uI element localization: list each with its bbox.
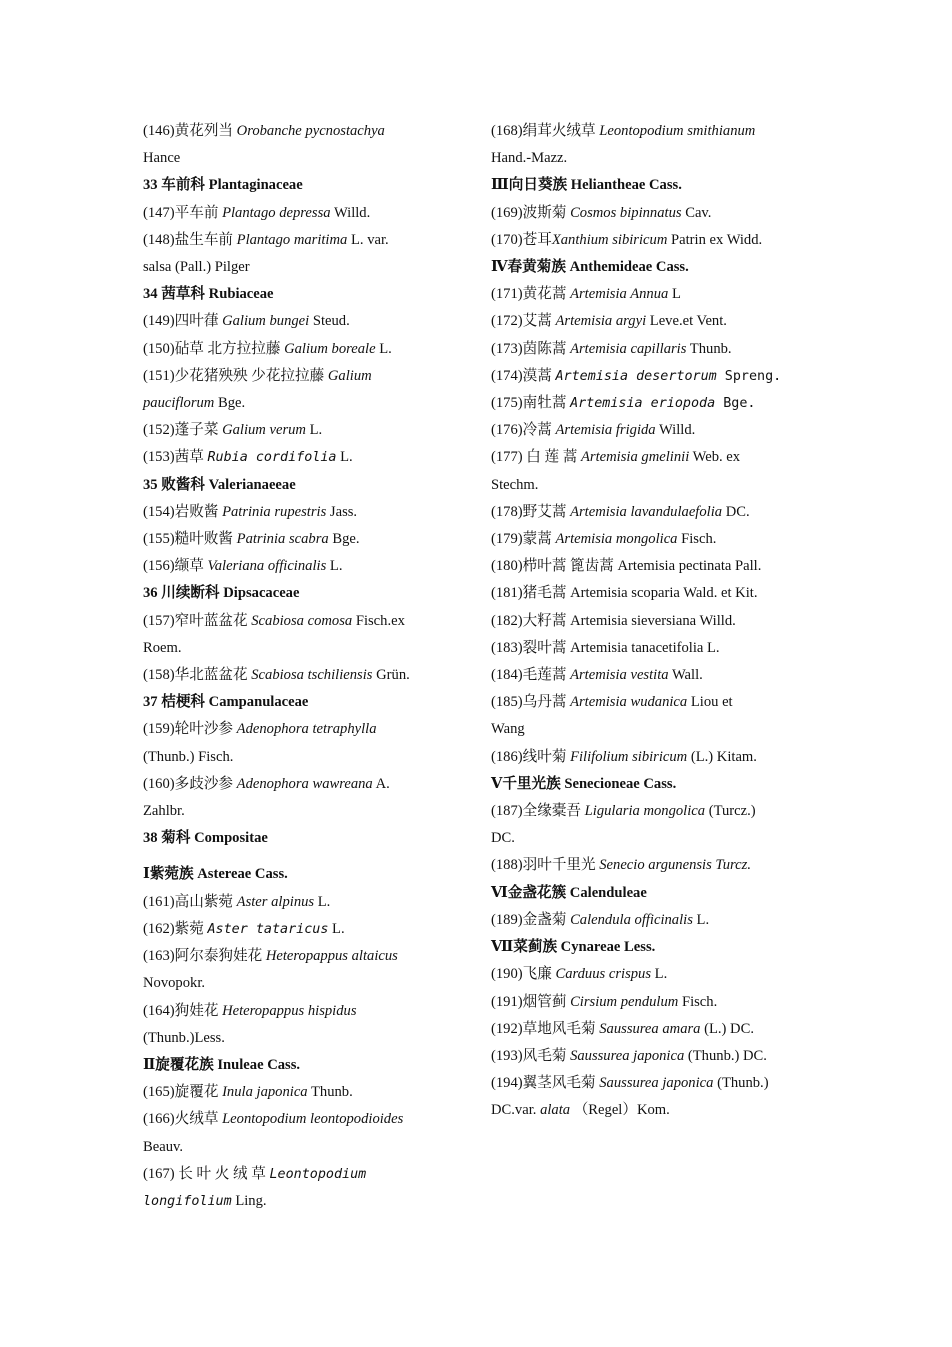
entry-num: (151) bbox=[143, 367, 175, 384]
species-entry bbox=[491, 390, 811, 417]
author-citation: (Turcz.) bbox=[705, 803, 756, 820]
entry-cn: 四叶葎 bbox=[174, 313, 223, 330]
scientific-name: Artemisia tanacetifolia L. bbox=[570, 639, 720, 656]
species-entry bbox=[491, 1070, 811, 1124]
species-entry bbox=[143, 662, 465, 689]
scientific-name: Artemisia Annua bbox=[570, 286, 669, 303]
scientific-name: alata bbox=[540, 1102, 571, 1119]
scientific-name: Rubia cordifolia bbox=[207, 450, 337, 466]
scientific-name: Orobanche pycnostachya bbox=[236, 123, 385, 139]
scientific-name: Artemisia frigida bbox=[555, 422, 656, 439]
author-citation: L. bbox=[692, 911, 710, 928]
entry-num: (182) bbox=[491, 612, 523, 629]
section-heading: 34 茜草科 Rubiaceae bbox=[143, 286, 274, 303]
species-entry bbox=[491, 744, 811, 771]
species-entry bbox=[491, 308, 811, 335]
scientific-name: Galium bungei bbox=[222, 313, 310, 330]
species-entry bbox=[491, 852, 811, 879]
scientific-name: Heteropappus hispidus bbox=[222, 1002, 357, 1019]
entry-cn: 飞廉 bbox=[522, 966, 556, 983]
species-entry bbox=[491, 608, 811, 635]
entry-num: (155) bbox=[143, 531, 175, 548]
entry-cn: 蓬子菜 bbox=[174, 422, 223, 439]
entry-cn: 多歧沙参 bbox=[174, 775, 237, 792]
entry-cn: 紫菀 bbox=[174, 920, 208, 937]
entry-num: (191) bbox=[491, 993, 523, 1010]
species-entry bbox=[491, 989, 811, 1016]
species-entry bbox=[491, 1043, 811, 1070]
author-citation: Wall. bbox=[668, 667, 703, 684]
scientific-name: Leontopodium leontopodioides bbox=[222, 1111, 404, 1128]
species-entry bbox=[491, 200, 811, 227]
species-entry bbox=[491, 526, 811, 553]
species-entry bbox=[143, 1161, 465, 1215]
author-citation: Bge. bbox=[715, 396, 756, 412]
entry-num: (153) bbox=[143, 449, 175, 466]
scientific-name: Xanthium sibiricum bbox=[551, 231, 668, 248]
entry-num: (173) bbox=[491, 340, 523, 357]
entry-num: (152) bbox=[143, 422, 175, 439]
species-entry bbox=[143, 499, 465, 526]
scientific-name: pauciflorum bbox=[143, 395, 215, 412]
author-citation: DC. bbox=[491, 830, 515, 847]
entry-cn: 旋覆花 bbox=[174, 1084, 223, 1101]
species-entry bbox=[143, 444, 465, 471]
author-citation: (Thunb.) bbox=[713, 1075, 769, 1092]
scientific-name: Patrinia scabra bbox=[236, 531, 329, 548]
scientific-name: Galium bbox=[327, 367, 372, 384]
entry-cn: 砧草 北方拉拉藤 bbox=[174, 340, 285, 357]
entry-cn: 阿尔泰狗娃花 bbox=[174, 948, 266, 965]
entry-num: (156) bbox=[143, 558, 175, 575]
author-citation: (L.) DC. bbox=[700, 1020, 754, 1037]
section-heading: Ⅵ金盏花簇 Calenduleae bbox=[491, 884, 647, 901]
author-citation: Willd. bbox=[655, 422, 696, 439]
scientific-name: Cirsium pendulum bbox=[570, 993, 679, 1010]
entry-num: (160) bbox=[143, 775, 175, 792]
author-citation: L. bbox=[305, 422, 323, 439]
entry-cn: 绢茸火绒草 bbox=[522, 123, 600, 139]
scientific-name: Ligularia mongolica bbox=[584, 803, 706, 820]
entry-num: (165) bbox=[143, 1084, 175, 1101]
author-citation: DC.var. bbox=[491, 1102, 541, 1119]
species-entry bbox=[143, 553, 465, 580]
entry-cn: 南牡蒿 bbox=[522, 395, 571, 412]
entry-cn: 轮叶沙参 bbox=[174, 721, 237, 738]
author-citation: L. var. bbox=[347, 231, 389, 248]
species-entry bbox=[491, 553, 811, 580]
author-citation: Fisch.ex bbox=[352, 612, 405, 629]
section-heading: Ⅰ紫菀族 Astereae Cass. bbox=[143, 866, 288, 883]
species-entry bbox=[491, 417, 811, 444]
scientific-name: Artemisia eriopoda bbox=[570, 396, 716, 412]
entry-num: (193) bbox=[491, 1047, 523, 1064]
author-citation: L. bbox=[328, 920, 345, 937]
species-entry bbox=[491, 1016, 811, 1043]
scientific-name: Plantago maritima bbox=[236, 231, 348, 248]
scientific-name: Artemisia lavandulaefolia bbox=[570, 503, 723, 520]
scientific-name: Galium boreale bbox=[284, 340, 376, 357]
entry-cn: 野艾蒿 bbox=[522, 503, 571, 520]
author-citation: Bge. bbox=[214, 395, 246, 412]
author-citation: Cav. bbox=[681, 204, 712, 221]
entry-num: (163) bbox=[143, 948, 175, 965]
author-citation: Grün. bbox=[372, 667, 410, 684]
species-entry bbox=[143, 200, 465, 227]
entry-cn: 裂叶蒿 bbox=[522, 639, 571, 656]
species-entry bbox=[491, 580, 811, 607]
author-citation: (L.) Kitam. bbox=[687, 748, 757, 765]
entry-cn: 猪毛蒿 bbox=[522, 585, 571, 602]
author-citation: L. bbox=[336, 449, 353, 466]
entry-cn: 漠蒿 bbox=[522, 367, 556, 384]
entry-num: (180) bbox=[491, 558, 523, 575]
entry-num: (146) bbox=[143, 123, 175, 139]
entry-num: (166) bbox=[143, 1111, 175, 1128]
scientific-name: Inula japonica bbox=[222, 1084, 308, 1101]
species-entry bbox=[143, 1079, 465, 1106]
entry-num: (192) bbox=[491, 1020, 523, 1037]
species-entry bbox=[491, 118, 811, 172]
entry-num: (176) bbox=[491, 422, 523, 439]
entry-num: (162) bbox=[143, 920, 175, 937]
entry-num: (161) bbox=[143, 893, 175, 910]
species-entry bbox=[491, 336, 811, 363]
scientific-name: Artemisia wudanica bbox=[570, 694, 688, 711]
species-entry bbox=[491, 444, 811, 498]
entry-cn: 艾蒿 bbox=[522, 313, 556, 330]
entry-cn: 平车前 bbox=[174, 204, 223, 221]
author-citation: Zahlbr. bbox=[143, 803, 185, 820]
section-heading: 33 车前科 Plantaginaceae bbox=[143, 177, 303, 194]
species-entry bbox=[491, 227, 811, 254]
species-entry bbox=[143, 943, 465, 997]
species-entry bbox=[491, 281, 811, 308]
author-citation: L bbox=[668, 286, 681, 303]
entry-num: (148) bbox=[143, 231, 175, 248]
species-entry bbox=[491, 635, 811, 662]
species-entry bbox=[143, 608, 465, 662]
scientific-name: Saussurea amara bbox=[599, 1020, 701, 1037]
entry-cn: 冷蒿 bbox=[522, 422, 556, 439]
section-heading: Ⅴ千里光族 Senecioneae Cass. bbox=[491, 775, 677, 792]
author-citation: Hand.-Mazz. bbox=[491, 150, 568, 167]
species-entry bbox=[491, 961, 811, 988]
entry-num: (177) bbox=[491, 449, 523, 466]
author-citation: Thunb. bbox=[307, 1084, 353, 1101]
scientific-name: Artemisia argyi bbox=[555, 313, 647, 330]
scientific-name: Leontopodium bbox=[269, 1166, 367, 1182]
entry-num: (154) bbox=[143, 503, 175, 520]
scientific-name: Leontopodium smithianum bbox=[599, 123, 756, 139]
entry-cn: 毛莲蒿 bbox=[522, 667, 571, 684]
entry-cn: 翼茎风毛菊 bbox=[522, 1075, 600, 1092]
entry-cn: 全缘橐吾 bbox=[522, 803, 585, 820]
author-citation: Steud. bbox=[309, 313, 350, 330]
scientific-name: Calendula officinalis bbox=[570, 911, 693, 928]
entry-num: (149) bbox=[143, 313, 175, 330]
author-citation: Novopokr. bbox=[143, 975, 206, 992]
entry-num: (157) bbox=[143, 612, 175, 629]
entry-cn: 栉叶蒿 篦齿蒿 bbox=[522, 558, 618, 575]
scientific-name: longifolium bbox=[143, 1193, 232, 1209]
entry-cn: 草地风毛菊 bbox=[522, 1020, 600, 1037]
species-entry bbox=[143, 771, 465, 825]
scientific-name: Artemisia vestita bbox=[570, 667, 669, 684]
entry-cn: 线叶菊 bbox=[522, 748, 571, 765]
scientific-name: Carduus crispus bbox=[555, 966, 652, 983]
author-citation: Leve.et Vent. bbox=[646, 313, 727, 330]
scientific-name: Saussurea japonica bbox=[599, 1075, 714, 1092]
scientific-name: Cosmos bipinnatus bbox=[570, 204, 682, 221]
scientific-name: Artemisia capillaris bbox=[570, 340, 687, 357]
author-citation: Web. ex bbox=[689, 449, 741, 466]
species-entry bbox=[143, 526, 465, 553]
entry-cn: 糙叶败酱 bbox=[174, 531, 237, 548]
entry-num: (194) bbox=[491, 1075, 523, 1092]
scientific-name: Scabiosa comosa bbox=[251, 612, 353, 629]
entry-num: (172) bbox=[491, 313, 523, 330]
scientific-name: Senecio argunensis Turcz. bbox=[599, 857, 751, 874]
left-column bbox=[143, 118, 465, 1215]
author-citation: salsa (Pall.) Pilger bbox=[143, 259, 250, 276]
species-entry bbox=[143, 889, 465, 916]
scientific-name: Saussurea japonica bbox=[570, 1047, 685, 1064]
scientific-name: Valeriana officinalis bbox=[207, 558, 327, 575]
species-entry bbox=[143, 118, 465, 172]
entry-num: (175) bbox=[491, 395, 523, 412]
author-citation: (Thunb.) Fisch. bbox=[143, 748, 234, 765]
entry-cn: 白 莲 蒿 bbox=[522, 449, 582, 466]
author-citation: A. bbox=[372, 775, 390, 792]
author-citation: L. bbox=[375, 340, 392, 357]
entry-num: (171) bbox=[491, 286, 523, 303]
entry-num: (150) bbox=[143, 340, 175, 357]
section-heading: 38 菊科 Compositae bbox=[143, 830, 268, 847]
author-citation: Roem. bbox=[143, 639, 182, 656]
author-citation: Hance bbox=[143, 150, 181, 167]
entry-num: (190) bbox=[491, 966, 523, 983]
section-heading: 37 桔梗科 Campanulaceae bbox=[143, 694, 309, 711]
entry-num: (169) bbox=[491, 204, 523, 221]
entry-num: (179) bbox=[491, 531, 523, 548]
entry-num: (170) bbox=[491, 231, 523, 248]
entry-num: (164) bbox=[143, 1002, 175, 1019]
entry-cn: 金盏菊 bbox=[522, 911, 571, 928]
scientific-name: Scabiosa tschiliensis bbox=[251, 667, 373, 684]
entry-cn: 茵陈蒿 bbox=[522, 340, 571, 357]
entry-cn: 高山紫菀 bbox=[174, 893, 237, 910]
author-citation: Beauv. bbox=[143, 1138, 183, 1155]
scientific-name: Filifolium sibiricum bbox=[570, 748, 688, 765]
entry-num: (185) bbox=[491, 694, 523, 711]
entry-num: (183) bbox=[491, 639, 523, 656]
entry-num: (187) bbox=[491, 803, 523, 820]
scientific-name: Artemisia desertorum bbox=[555, 368, 717, 384]
scientific-name: Artemisia sieversiana Willd. bbox=[570, 612, 736, 629]
entry-num: (168) bbox=[491, 123, 523, 139]
entry-cn: 黄花蒿 bbox=[522, 286, 571, 303]
scientific-name: Plantago depressa bbox=[222, 204, 331, 221]
author-citation: L. bbox=[314, 893, 331, 910]
entry-cn: 蒙蒿 bbox=[522, 531, 556, 548]
author-citation: Patrin ex Widd. bbox=[667, 231, 763, 248]
entry-cn: 缬草 bbox=[174, 558, 208, 575]
section-heading: Ⅱ旋覆花族 Inuleae Cass. bbox=[143, 1056, 301, 1073]
species-entry bbox=[491, 662, 811, 689]
species-entry bbox=[143, 716, 465, 770]
entry-num: (184) bbox=[491, 667, 523, 684]
right-column bbox=[491, 118, 811, 1125]
entry-cn: 黄花列当 bbox=[174, 123, 237, 139]
species-entry bbox=[143, 998, 465, 1052]
scientific-name: Artemisia scoparia Wald. et Kit. bbox=[570, 585, 758, 602]
section-heading: Ⅶ菜蓟族 Cynareae Less. bbox=[491, 939, 656, 956]
author-citation: Jass. bbox=[326, 503, 358, 520]
species-entry bbox=[143, 308, 465, 335]
author-citation: Bge. bbox=[328, 531, 360, 548]
entry-cn: 风毛菊 bbox=[522, 1047, 571, 1064]
author-citation: （Regel）Kom. bbox=[570, 1102, 670, 1119]
section-heading: Ⅲ向日葵族 Heliantheae Cass. bbox=[491, 177, 682, 194]
scientific-name: Adenophora tetraphylla bbox=[236, 721, 377, 738]
species-entry bbox=[143, 417, 465, 444]
entry-num: (188) bbox=[491, 857, 523, 874]
entry-cn: 波斯菊 bbox=[522, 204, 571, 221]
entry-cn: 羽叶千里光 bbox=[522, 857, 600, 874]
species-entry bbox=[491, 689, 811, 743]
entry-num: (186) bbox=[491, 748, 523, 765]
entry-cn: 盐生车前 bbox=[174, 231, 237, 248]
entry-cn: 岩败酱 bbox=[174, 503, 223, 520]
species-entry bbox=[143, 363, 465, 417]
entry-cn: 大籽蒿 bbox=[522, 612, 571, 629]
author-citation: Willd. bbox=[330, 204, 371, 221]
entry-num: (147) bbox=[143, 204, 175, 221]
entry-cn: 茜草 bbox=[174, 449, 208, 466]
species-entry bbox=[491, 363, 811, 390]
section-heading: Ⅳ春黄菊族 Anthemideae Cass. bbox=[491, 259, 689, 276]
scientific-name: Aster alpinus bbox=[236, 893, 315, 910]
section-heading: 36 川续断科 Dipsacaceae bbox=[143, 585, 300, 602]
author-citation: (Thunb.) DC. bbox=[684, 1047, 767, 1064]
author-citation: Thunb. bbox=[686, 340, 732, 357]
species-entry bbox=[143, 227, 465, 281]
entry-cn: 少花猪殃殃 少花拉拉藤 bbox=[174, 367, 328, 384]
scientific-name: Aster tataricus bbox=[207, 921, 329, 937]
scientific-name: Galium verum bbox=[222, 422, 306, 439]
entry-cn: 狗娃花 bbox=[174, 1002, 223, 1019]
author-citation: Liou et bbox=[687, 694, 733, 711]
species-entry bbox=[143, 916, 465, 943]
entry-cn: 火绒草 bbox=[174, 1111, 223, 1128]
author-citation: Ling. bbox=[231, 1192, 267, 1209]
author-citation: Fisch. bbox=[678, 993, 718, 1010]
author-citation: Wang bbox=[491, 721, 525, 738]
scientific-name: Artemisia mongolica bbox=[555, 531, 678, 548]
entry-cn: 窄叶蓝盆花 bbox=[174, 612, 252, 629]
author-citation: (Thunb.)Less. bbox=[143, 1029, 225, 1046]
author-citation: Spreng. bbox=[716, 368, 782, 384]
species-entry bbox=[143, 336, 465, 363]
entry-cn: 苍耳 bbox=[522, 231, 552, 248]
author-citation: DC. bbox=[722, 503, 750, 520]
entry-num: (174) bbox=[491, 367, 523, 384]
author-citation: Fisch. bbox=[677, 531, 717, 548]
entry-num: (167) bbox=[143, 1165, 175, 1182]
scientific-name: Heteropappus altaicus bbox=[265, 948, 398, 965]
entry-num: (158) bbox=[143, 667, 175, 684]
entry-cn: 烟管蓟 bbox=[522, 993, 571, 1010]
section-heading: 35 败酱科 Valerianaeeae bbox=[143, 476, 296, 493]
entry-cn: 华北蓝盆花 bbox=[174, 667, 252, 684]
species-entry bbox=[491, 499, 811, 526]
entry-cn: 长 叶 火 绒 草 bbox=[174, 1165, 270, 1182]
scientific-name: Artemisia pectinata Pall. bbox=[617, 558, 762, 575]
author-citation: L. bbox=[651, 966, 668, 983]
scientific-name: Patrinia rupestris bbox=[222, 503, 327, 520]
entry-num: (178) bbox=[491, 503, 523, 520]
species-entry bbox=[143, 1106, 465, 1160]
author-citation: Stechm. bbox=[491, 476, 539, 493]
species-entry bbox=[491, 907, 811, 934]
entry-num: (181) bbox=[491, 585, 523, 602]
entry-cn: 乌丹蒿 bbox=[522, 694, 571, 711]
scientific-name: Artemisia gmelinii bbox=[581, 449, 690, 466]
entry-num: (189) bbox=[491, 911, 523, 928]
entry-num: (159) bbox=[143, 721, 175, 738]
scientific-name: Adenophora wawreana bbox=[236, 775, 373, 792]
author-citation: L. bbox=[326, 558, 343, 575]
species-entry bbox=[491, 798, 811, 852]
